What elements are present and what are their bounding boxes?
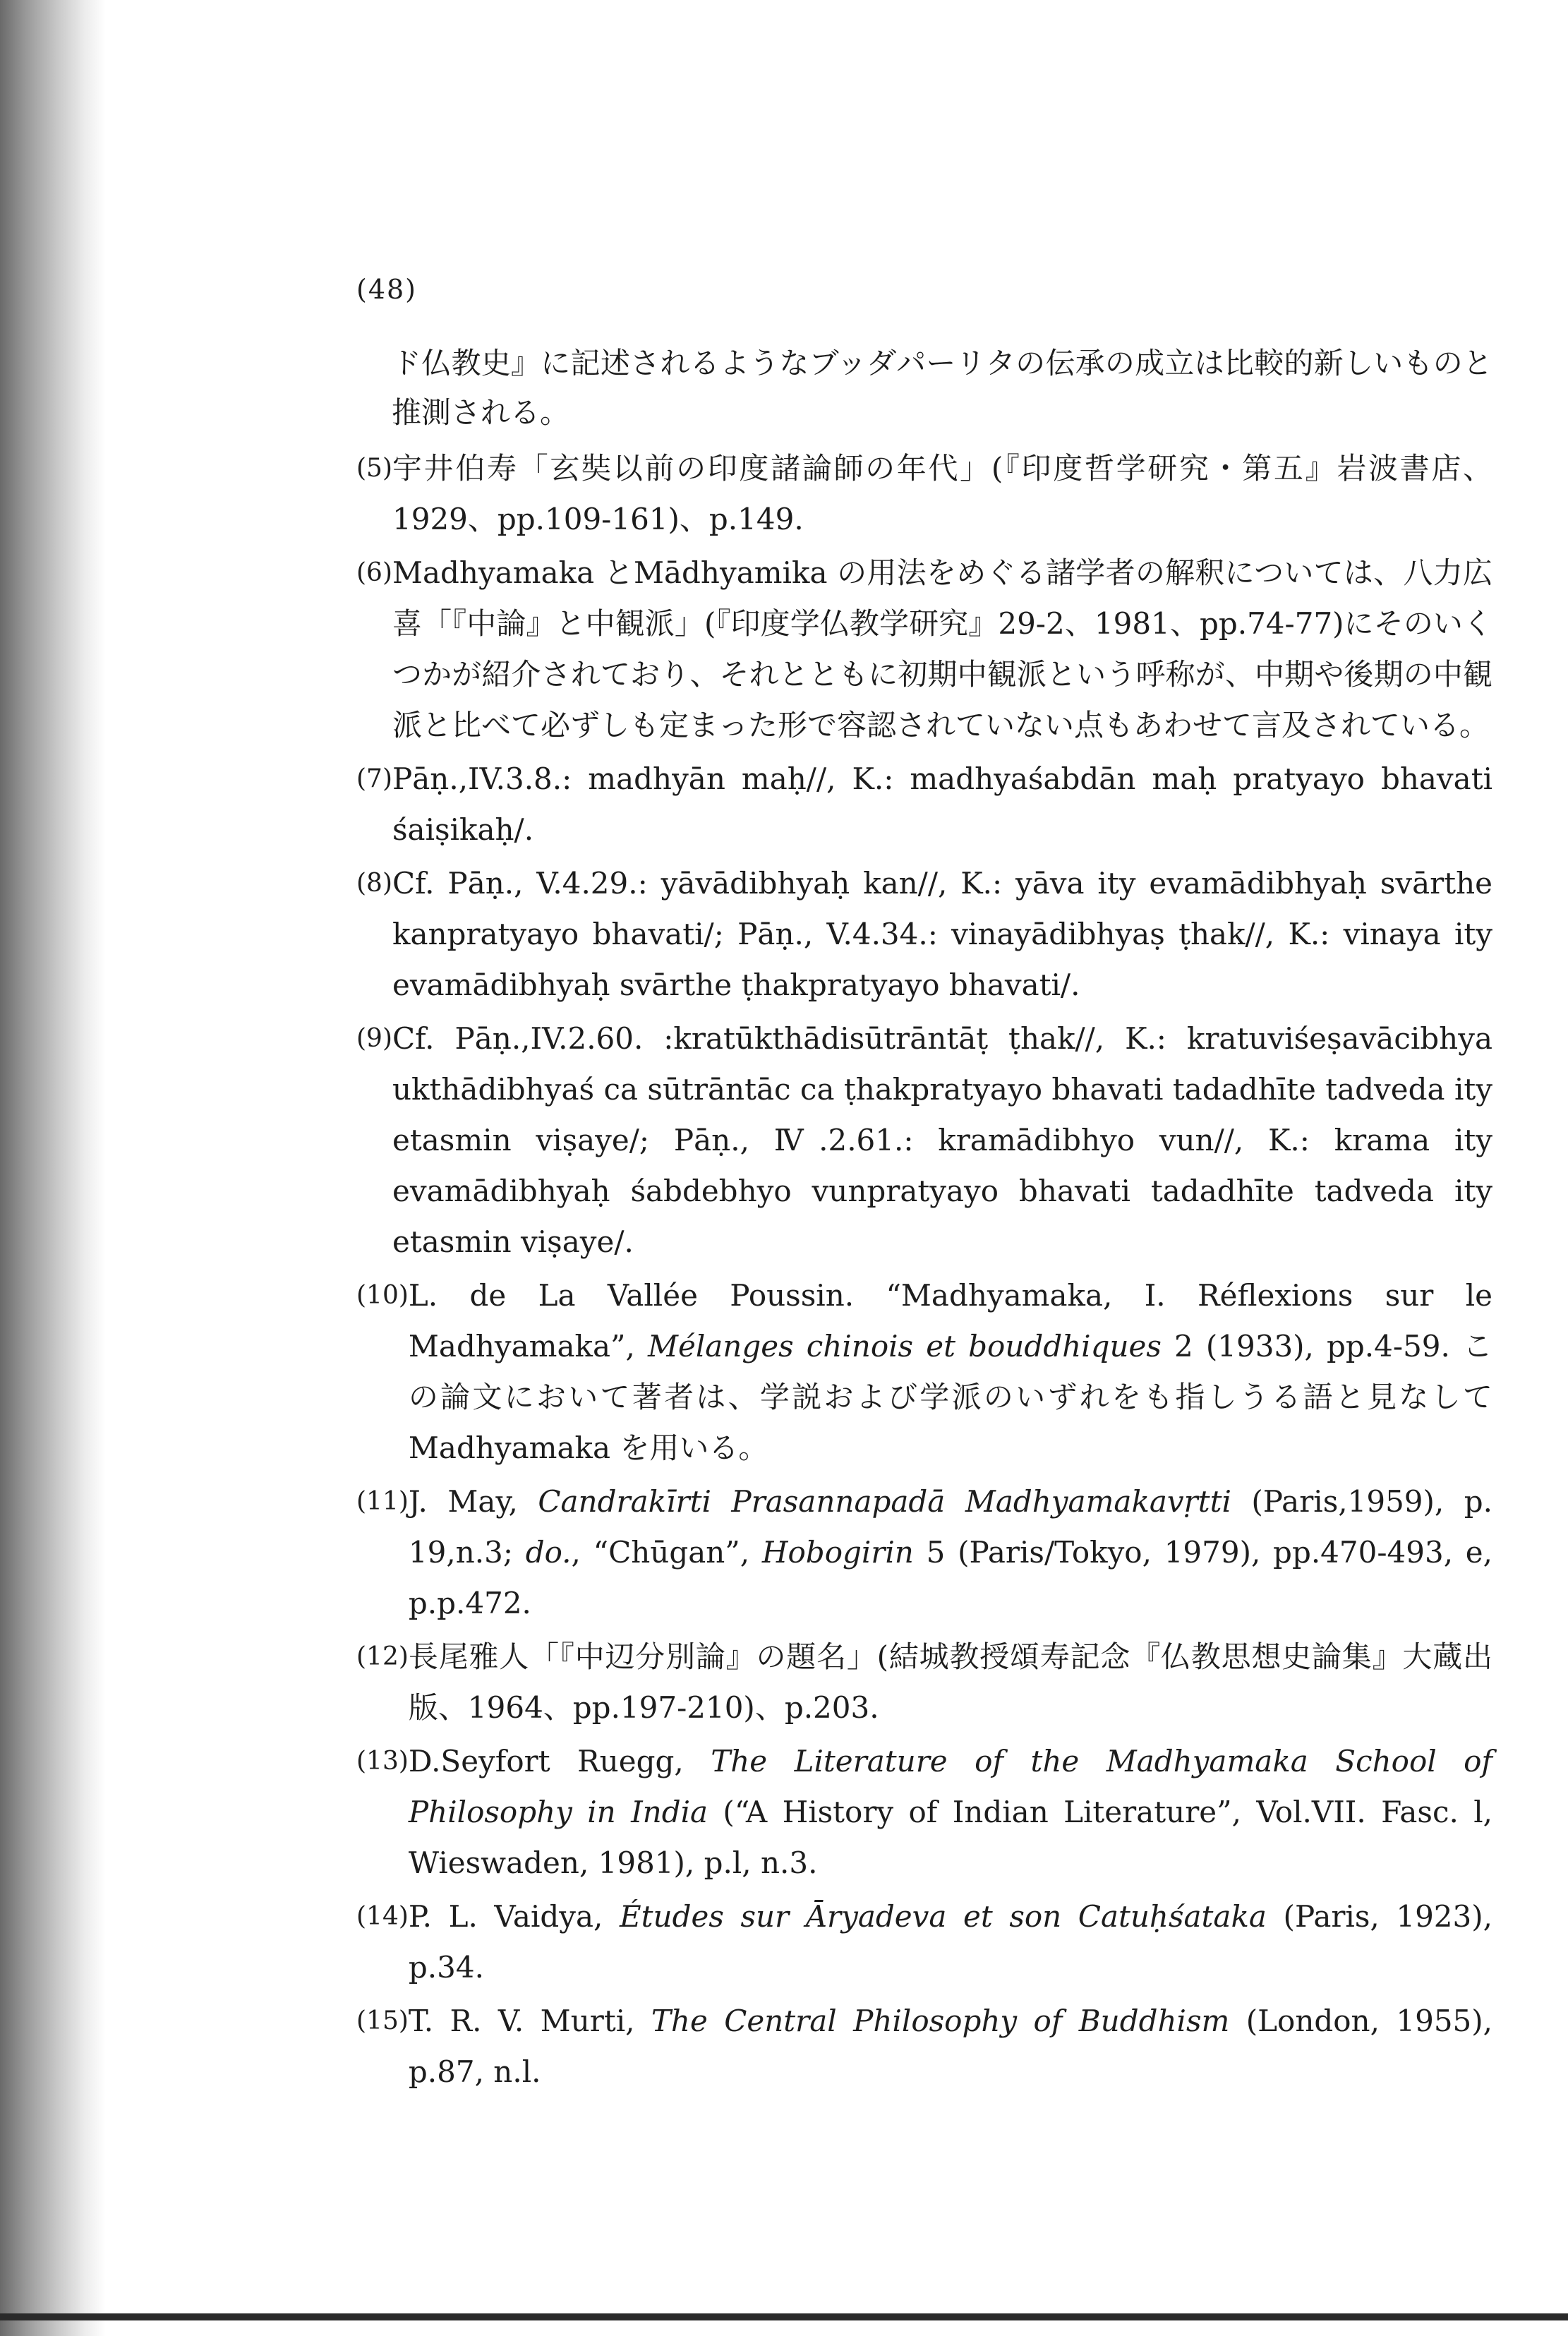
footnote-12 — [356, 1632, 1492, 1733]
footnote-text: 宇井伯寿「玄奘以前の印度諸論師の年代」(『印度哲学研究・第五』岩波書店、1929、pp.109-161)、p.149. — [392, 451, 1492, 536]
footnote-text — [409, 1891, 1492, 1993]
footnote-text-part: 5 (Paris/Tokyo, 1979), pp.470-493, e, p.p.472. — [408, 1535, 1493, 1620]
book-title: Études sur Āryadeva et son Catuḥśataka — [619, 1899, 1267, 1934]
footnote-text — [409, 1996, 1492, 2097]
footnote-14 — [356, 1891, 1492, 1993]
journal-title: Mélanges chinois et bouddhiques — [647, 1329, 1162, 1363]
footnote-number: (13) — [356, 1747, 409, 1776]
footnote-7 — [356, 754, 1492, 855]
footnote-text-part: (Paris, 1923), p.34. — [408, 1899, 1492, 1985]
footnote-text-part: , “Chūgan”, — [571, 1535, 762, 1570]
book-title: Hobogirin — [761, 1535, 914, 1570]
footnote-text: Madhyamaka とMādhyamika の用法をめぐる諸学者の解釈については、八力広喜「『中論』と中観派」(『印度学仏教学研究』29-2、1981、pp.74-77)にそのいくつかが紹介されており、それとともに初期中観派という呼称が、中期や後期の中観派と比べて必ずしも定まった形で容認されていない点もあわせて言及されている。 — [392, 555, 1492, 742]
footnote-text-part: (London, 1955), p.87, n.l. — [408, 2004, 1492, 2089]
footnote-number: (12) — [356, 1642, 409, 1671]
footnote-text: Pāṇ.,IV.3.8.: madhyān maḥ//, K.: madhyaśabdān maḥ pratyayo bhavati śaiṣikaḥ/. — [392, 761, 1492, 847]
footnote-text-part: J. May, — [408, 1484, 538, 1519]
footnote-text-part: D.Seyfort Ruegg, — [408, 1744, 711, 1778]
footnote-text-part: (“A History of Indian Literature”, Vol.VII. Fasc. l, Wieswaden, 1981), p.l, n.3. — [408, 1795, 1492, 1880]
footnote-number: (6) — [356, 558, 392, 587]
footnote-text: 長尾雅人「『中辺分別論』の題名」(結城教授頌寿記念『仏教思想史論集』大蔵出版、1964、pp.197-210)、p.203. — [408, 1639, 1492, 1725]
book-title: The Literature of the Madhyamaka School of Philosophy in India — [408, 1744, 1492, 1829]
ditto-abbrev: do. — [525, 1535, 572, 1570]
footnote-number: (11) — [356, 1487, 409, 1516]
footnote-10 — [356, 1270, 1492, 1474]
footnote-text-part: 2 (1933), pp.4-59. この論文において著者は、学説および学派のいずれをも指しうる語と見なして Madhyamaka を用いる。 — [408, 1329, 1492, 1465]
footnote-text: Cf. Pāṇ., V.4.29.: yāvādibhyaḥ kan//, K.: yāva ity evamādibhyaḥ svārthe kanpratyayo bhavati/; Pāṇ., V.4.34.: vinayādibhyaṣ ṭhak//, K.: vinaya ity evamādibhyaḥ svārthe ṭhakpratyayo bhavati/. — [392, 866, 1492, 1002]
footnote-11 — [356, 1476, 1492, 1629]
footnote-number: (10) — [356, 1281, 409, 1310]
footnote-6 — [356, 548, 1492, 751]
footnote-text — [409, 1476, 1492, 1629]
footnote-text — [409, 1736, 1492, 1889]
book-title: The Central Philosophy of Buddhism — [651, 2004, 1230, 2038]
footnote-text: Cf. Pāṇ.,IV.2.60. :kratūkthādisūtrāntāṭ ṭhak//, K.: kratuviśeṣavācibhya ukthādibhyaś ca sūtrāntāc ca ṭhakpratyayo bhavati tadadhīte tadveda ity etasmin viṣaye/; Pāṇ., Ⅳ.2.61.: kramādibhyo vun//, K.: krama ity evamādibhyaḥ śabdebhyo vunpratyayo bhavati tadadhīte tadveda ity etasmin viṣaye/. — [392, 1021, 1492, 1259]
footnote-text — [409, 1270, 1492, 1474]
footnote-number: (7) — [356, 764, 392, 793]
footnote-8 — [356, 858, 1492, 1011]
continuation-paragraph: ド仏教史』に記述されるようなブッダパーリタの伝承の成立は比較的新しいものと推測される。 — [392, 346, 1492, 430]
footnotes-section — [356, 339, 1492, 2100]
footnote-number: (9) — [356, 1024, 392, 1053]
footnote-9 — [356, 1013, 1492, 1268]
footnote-text-part: T. R. V. Murti, — [408, 2004, 651, 2038]
page-number: (48) — [356, 274, 418, 305]
footnote-13 — [356, 1736, 1492, 1889]
footnote-text-part: (Paris,1959), p. 19,n.3; — [408, 1484, 1492, 1570]
book-title: Candrakīrti Prasannapadā Madhyamakavṛtti — [538, 1484, 1231, 1519]
footnote-5 — [356, 443, 1492, 545]
scan-bottom-edge — [0, 2313, 1568, 2320]
footnote-15 — [356, 1996, 1492, 2097]
footnote-number: (5) — [356, 454, 392, 483]
scan-binding-shadow — [0, 0, 106, 2336]
footnote-text-part: P. L. Vaidya, — [408, 1899, 620, 1934]
footnote-number: (15) — [356, 2006, 409, 2035]
footnote-number: (8) — [356, 869, 392, 898]
footnote-text-part: L. de La Vallée Poussin. “Madhyamaka, I. Réflexions sur le Madhyamaka”, — [408, 1278, 1492, 1363]
footnote-number: (14) — [356, 1902, 409, 1931]
